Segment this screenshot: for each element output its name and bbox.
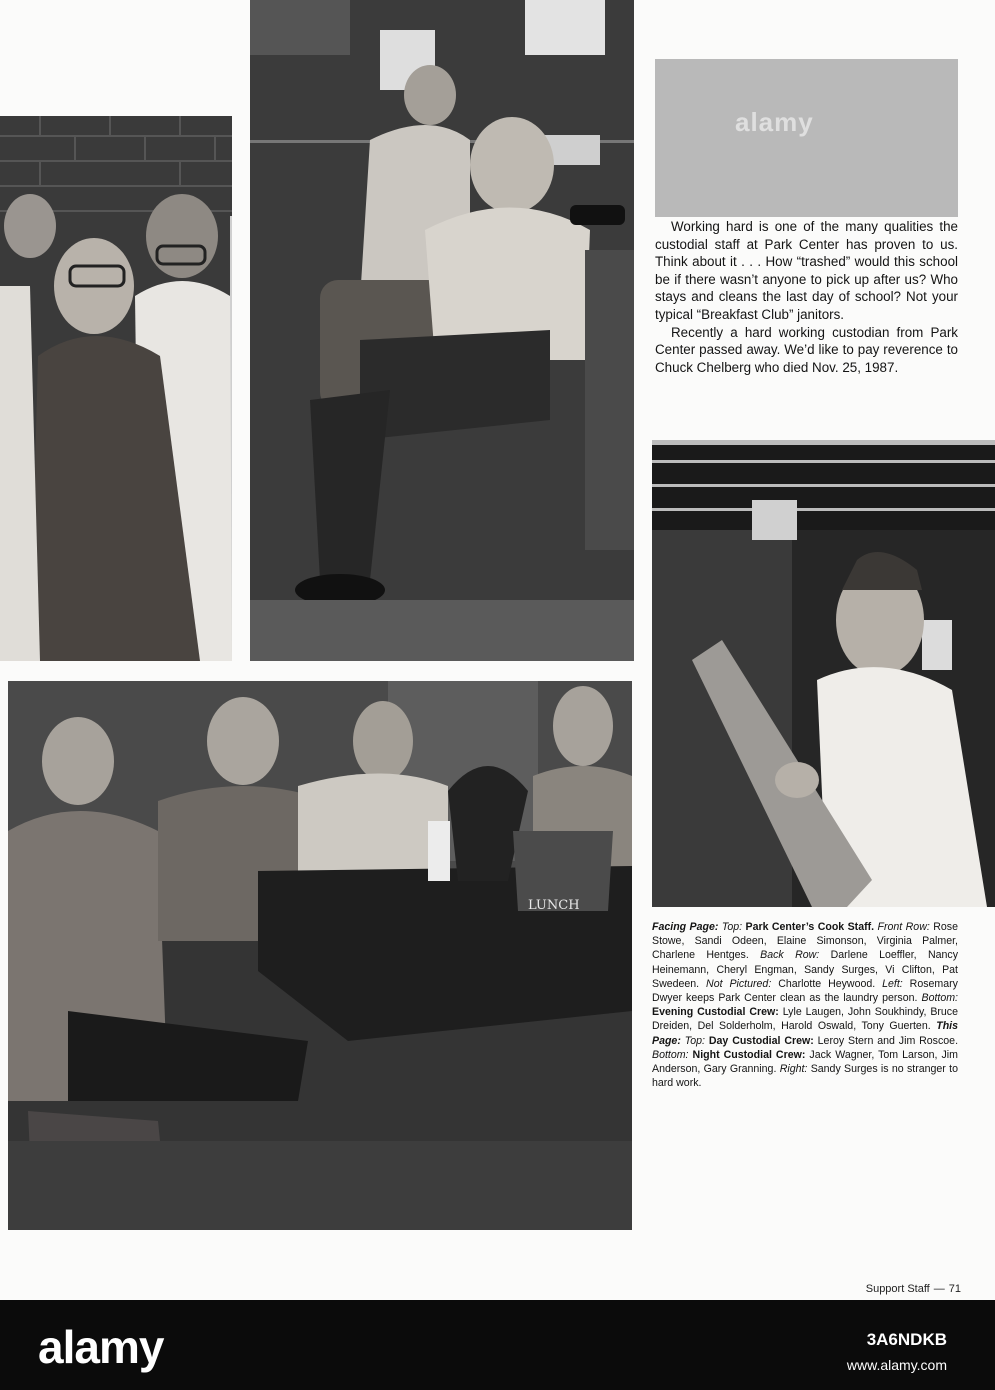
photo-captions bbox=[652, 920, 958, 1090]
caption-back-row-names: Darlene Loeffler, Nancy Heinemann, Cheryl Engman, Sandy Surges, Vi Clifton, Pat Swedeen. bbox=[652, 949, 959, 990]
caption-night-names: Jack Wagner, Tom Larson, Jim Anderson, Gary Granning. bbox=[652, 1048, 958, 1076]
caption-not-pictured-label: Not Pictured: bbox=[706, 977, 772, 990]
folio-section: Support Staff bbox=[865, 1283, 930, 1295]
caption-day-crew: Day Custodial Crew: bbox=[708, 1034, 814, 1047]
caption-front-row-label: Front Row: bbox=[877, 921, 930, 933]
caption-cook-staff: Park Center’s Cook Staff. bbox=[745, 921, 875, 933]
watermark-logo: alamy bbox=[735, 107, 814, 137]
day-custodial-crew-photo bbox=[250, 0, 634, 661]
caption-right-label: Right: bbox=[779, 1063, 808, 1076]
caption-night-crew: Night Custodial Crew: bbox=[692, 1048, 806, 1061]
caption-bottom-label: Bottom: bbox=[652, 1048, 689, 1061]
caption-top-label: Top: bbox=[721, 921, 743, 933]
night-custodial-crew-photo bbox=[8, 681, 632, 1230]
page-number: 71 bbox=[948, 1283, 961, 1295]
caption-top-label: Top: bbox=[684, 1034, 705, 1047]
gray-placeholder-box bbox=[655, 59, 958, 217]
caption-left-label: Left: bbox=[882, 977, 903, 990]
cook-staff-photo bbox=[0, 116, 232, 661]
caption-right-text: Sandy Surges is no stranger to hard work. bbox=[652, 1063, 958, 1090]
watermark-url: www.alamy.com bbox=[846, 1357, 947, 1373]
alamy-logo: alamy bbox=[38, 1321, 164, 1373]
lunch-bag-label: LUNCH bbox=[528, 898, 580, 913]
caption-facing-page-label: Facing Page: bbox=[652, 921, 719, 933]
image-id: 3A6NDKB bbox=[866, 1330, 947, 1349]
caption-evening-names: Lyle Laugen, John Soukhindy, Bruce Dreiden, Del Solderholm, Harold Oswald, Tony Guerten. bbox=[652, 1006, 958, 1033]
article-paragraph: Working hard is one of the many qualities the custodial staff at Park Center has proven to us. Think about it . . . How “trashed” would this school be if there wasn’t anyone to pick up after us? Who stays and cleans the last day of school? Not your typical “Breakfast Club” janitors. bbox=[655, 219, 958, 322]
sandy-surges-photo bbox=[652, 440, 995, 907]
custodial-staff-article bbox=[655, 218, 958, 376]
folio-dash: — bbox=[933, 1283, 945, 1295]
caption-left-text: Rosemary Dwyer keeps Park Center clean as the laundry person. bbox=[652, 977, 958, 1005]
caption-evening-crew: Evening Custodial Crew: bbox=[652, 1006, 779, 1019]
caption-bottom-label: Bottom: bbox=[921, 992, 959, 1005]
caption-back-row-label: Back Row: bbox=[760, 949, 820, 962]
caption-not-pictured-names: Charlotte Heywood. bbox=[778, 977, 876, 990]
caption-day-names: Leroy Stern and Jim Roscoe. bbox=[817, 1034, 959, 1047]
caption-front-row-names: Rose Stowe, Sandi Odeen, Elaine Simonson, Virginia Palmer, Charlene Hentges. bbox=[652, 921, 958, 962]
caption-this-page-label: This Page: bbox=[652, 1020, 958, 1047]
article-paragraph: Recently a hard working custodian from Park Center passed away. We’d like to pay reverence to Chuck Chelberg who died Nov. 25, 1987. bbox=[655, 324, 958, 375]
page-folio bbox=[866, 1283, 961, 1295]
